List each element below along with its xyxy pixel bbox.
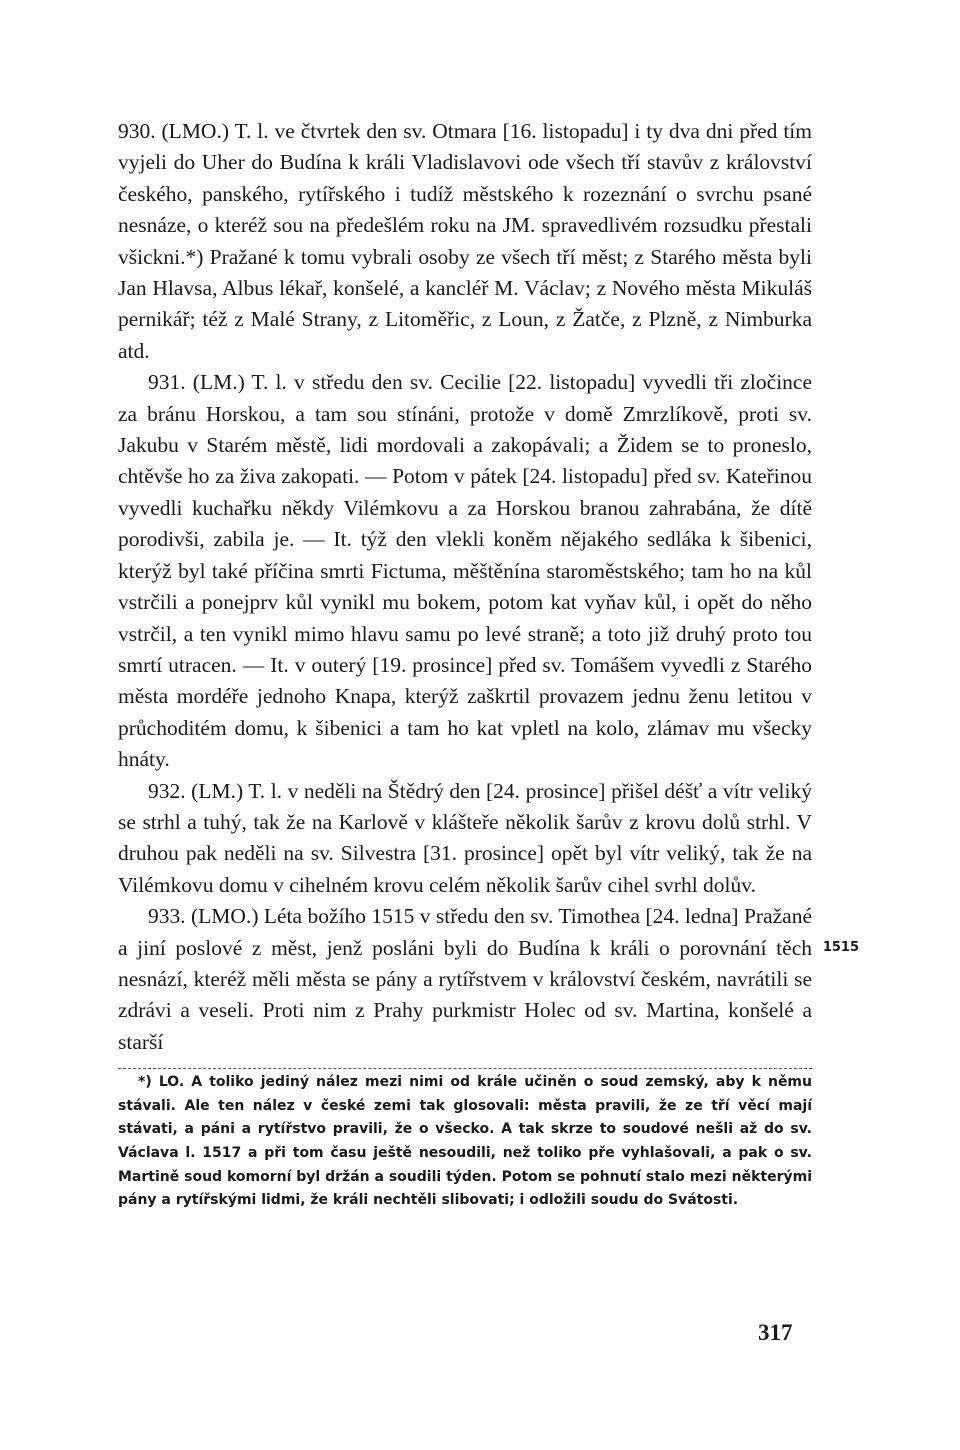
paragraph-930: 930. (LMO.) T. l. ve čtvrtek den sv. Otmara [16. listopadu] i ty dva dni před tím vyjeli do Uher do Budína k králi Vladislavovi ode všech tří stavův z království českého, panského, rytířského i tudíž městského k rozeznání o svrchu psané nesnáze, o kteréž sou na předešlém roku na JM. spravedlivém rozsudku přestali všickni.*) Pražané k tomu vybrali osoby ze všech tří měst; z Starého města byli Jan Hlavsa, Albus lékař, konšelé, a kancléř M. Václav; z Nového města Mikuláš pernikář; též z Malé Strany, z Litoměřic, z Loun, z Žatče, z Plzně, z Nimburka atd. [118, 119, 812, 363]
footnote-1: *) LO. A toliko jediný nález mezi nimi od krále učiněn o soud zemský, aby k němu stávali. Ale ten nález v české zemi tak glosovali: města pravili, že ze tří věcí mají stávati, a páni a rytířstvo pravili, že o všecko. A tak skrze to soudové nešli až do sv. Václava l. 1517 a při tom času ještě nesoudili, než toliko pře vyhlašovali, a pak o sv. Martině soud komorní byl držán a soudili týden. Potom se pohnutí stalo mezi některými pány a rytířskými lidmi, že králi nechtěli slibovati; i odložili soudu do Svátosti. [118, 1074, 812, 1209]
main-text [118, 116, 812, 1058]
paragraph-932: 932. (LM.) T. l. v neděli na Štědrý den [24. prosince] přišel déšť a vítr veliký se strhl a tuhý, tak že na Karlově v klášteře několik šarův z krovu dolů strhl. V druhou pak neděli na sv. Silvestra [31. prosince] opět byl vítr veliký, tak že na Vilémkovu domu v cihelném krovu celém několik šarův cihel svrhl dolův. [118, 778, 812, 897]
footnotes [118, 1071, 812, 1213]
footnote-divider [118, 1068, 812, 1069]
page-number: 317 [758, 1320, 793, 1345]
margin-year: 1515 [822, 940, 859, 955]
paragraph-931: 931. (LM.) T. l. v středu den sv. Cecilie [22. listopadu] vyvedli tři zločince za bránu Horskou, a tam sou stínáni, protože v domě Zmrzlíkově, proti sv. Jakubu v Starém městě, lidi mordovali a zakopávali; a Židem se to proneslo, chtěvše ho za živa zakopati. — Potom v pátek [24. listopadu] před sv. Kateřinou vyvedli kuchařku někdy Vilémkovu a za Horskou branou zahrabána, že dítě porodivši, zabila je. — It. týž den vlekli koněm nějakého sedláka k šibenici, kterýž byl také příčina smrti Fictuma, měštěnína staroměstského; tam ho na kůl vstrčili a ponejprv kůl vynikl mu bokem, potom kat vyňav kůl, i opět do něho vstrčil, a ten vynikl mimo hlavu samu po levé straně; a toto již druhý proto tou smrtí utracen. — It. v outerý [19. prosince] před sv. Tomášem vyvedli z Starého města mordéře jednoho Knapa, kterýž zaškrtil provazem jednu ženu letitou v průchoditém domu, k šibenici a tam ho kat vpletl na kolo, zlámav mu všecky hnáty. [118, 370, 812, 772]
page-body [118, 116, 859, 1213]
paragraph-933: 933. (LMO.) Léta božího 1515 v středu den sv. Timothea [24. ledna] Pražané a jiní poslové z měst, jenž posláni byli do Budína k králi o porovnání těch nesnází, kteréž měli města se pány a rytířstvem v království českém, navrátili se zdrávi a veseli. Proti nim z Prahy purkmistr Holec od sv. Martina, konšelé a starší [118, 904, 812, 1054]
